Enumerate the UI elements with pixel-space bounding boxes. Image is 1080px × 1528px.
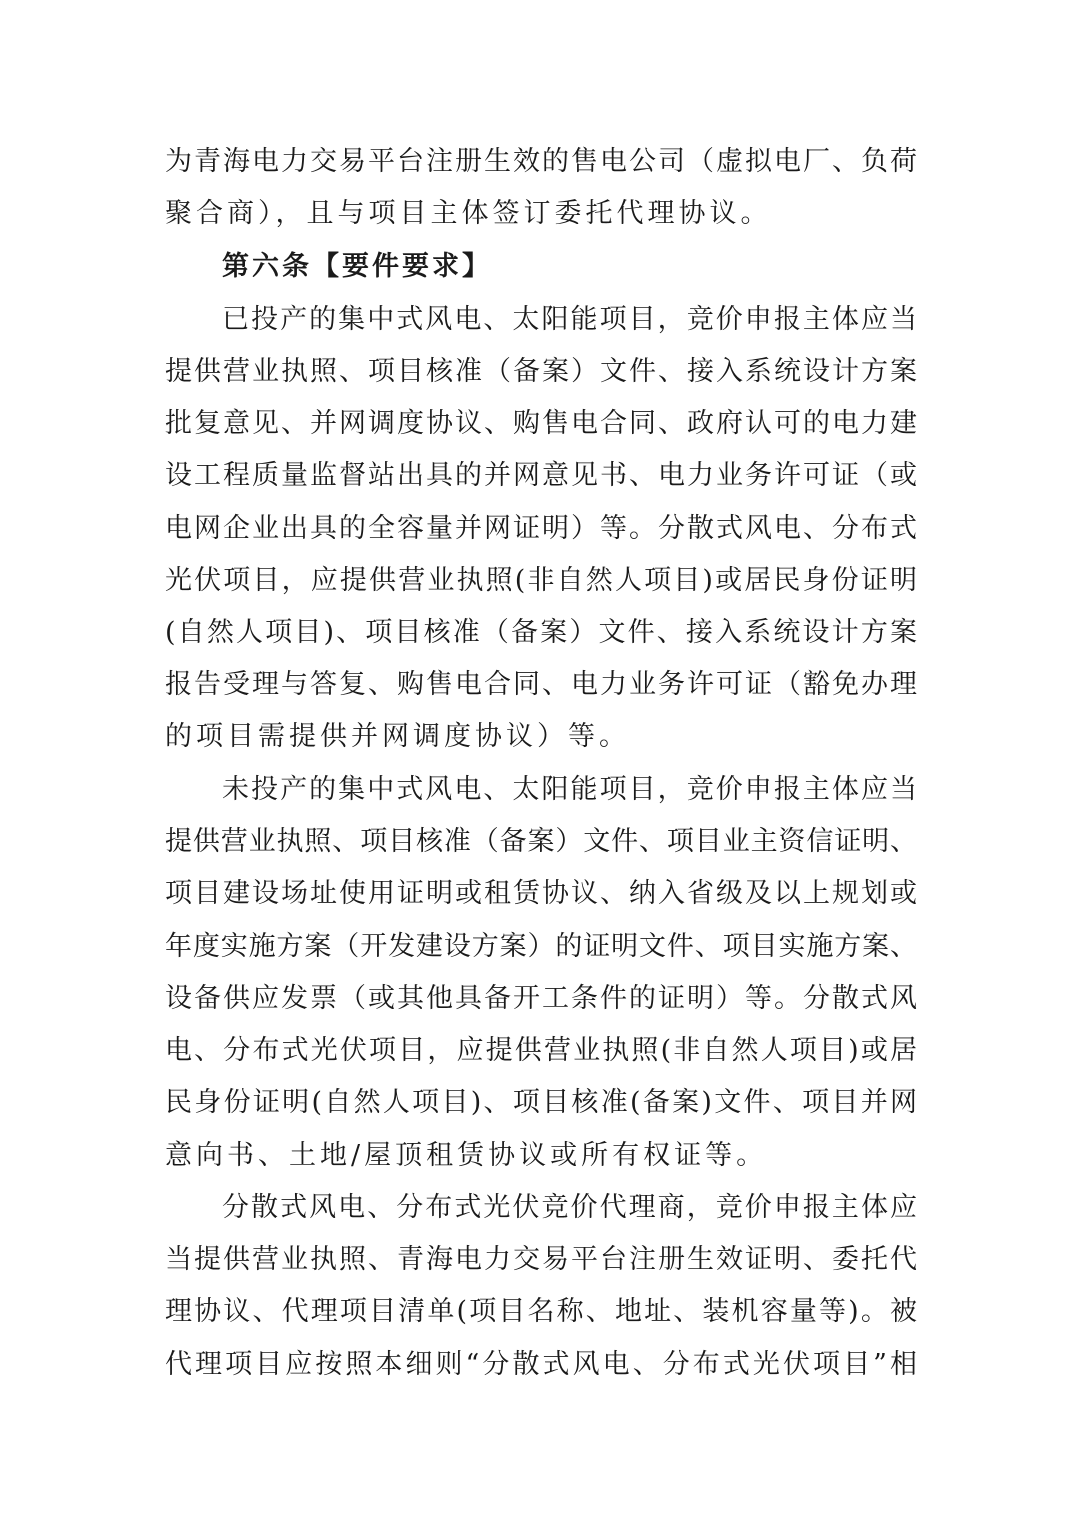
paragraph-line: 的项目需提供并网调度协议）等。 bbox=[165, 721, 630, 752]
paragraph-line: 当提供营业执照、青海电力交易平台注册生效证明、委托代 bbox=[165, 1244, 917, 1275]
paragraph-line: 分散式风电、分布式光伏竞价代理商，竞价申报主体应 bbox=[222, 1192, 917, 1223]
article-heading: 第六条【要件要求】 bbox=[222, 251, 492, 282]
paragraph-line: 报告受理与答复、购售电合同、电力业务许可证（豁免办理 bbox=[165, 669, 917, 700]
paragraph-line: 设工程质量监督站出具的并网意见书、电力业务许可证（或 bbox=[165, 460, 917, 491]
paragraph-line: 代理项目应按照本细则“分散式风电、分布式光伏项目”相 bbox=[165, 1349, 917, 1380]
paragraph-line: 项目建设场址使用证明或租赁协议、纳入省级及以上规划或 bbox=[165, 878, 917, 909]
paragraph-line: 电、分布式光伏项目，应提供营业执照(非自然人项目)或居 bbox=[165, 1035, 917, 1066]
paragraph-line: 设备供应发票（或其他具备开工条件的证明）等。分散式风 bbox=[165, 983, 917, 1014]
paragraph-line: 电网企业出具的全容量并网证明）等。分散式风电、分布式 bbox=[165, 513, 917, 544]
paragraph-line: 理协议、代理项目清单(项目名称、地址、装机容量等)。被 bbox=[165, 1296, 917, 1327]
paragraph-line: 光伏项目，应提供营业执照(非自然人项目)或居民身份证明 bbox=[165, 565, 917, 596]
paragraph-line: 未投产的集中式风电、太阳能项目，竞价申报主体应当 bbox=[222, 774, 917, 805]
intro-line: 聚合商），且与项目主体签订委托代理协议。 bbox=[165, 198, 772, 229]
paragraph-line: (自然人项目)、项目核准（备案）文件、接入系统设计方案 bbox=[165, 617, 917, 648]
paragraph-line: 提供营业执照、项目核准（备案）文件、项目业主资信证明、 bbox=[165, 826, 917, 857]
intro-line: 为青海电力交易平台注册生效的售电公司（虚拟电厂、负荷 bbox=[165, 146, 917, 177]
paragraph-line: 年度实施方案（开发建设方案）的证明文件、项目实施方案、 bbox=[165, 931, 917, 962]
paragraph-line: 批复意见、并网调度协议、购售电合同、政府认可的电力建 bbox=[165, 408, 917, 439]
paragraph-line: 民身份证明(自然人项目)、项目核准(备案)文件、项目并网 bbox=[165, 1087, 917, 1118]
paragraph-line: 已投产的集中式风电、太阳能项目，竞价申报主体应当 bbox=[222, 304, 917, 335]
paragraph-line: 意向书、土地/屋顶租赁协议或所有权证等。 bbox=[165, 1140, 768, 1171]
paragraph-line: 提供营业执照、项目核准（备案）文件、接入系统设计方案 bbox=[165, 356, 917, 387]
